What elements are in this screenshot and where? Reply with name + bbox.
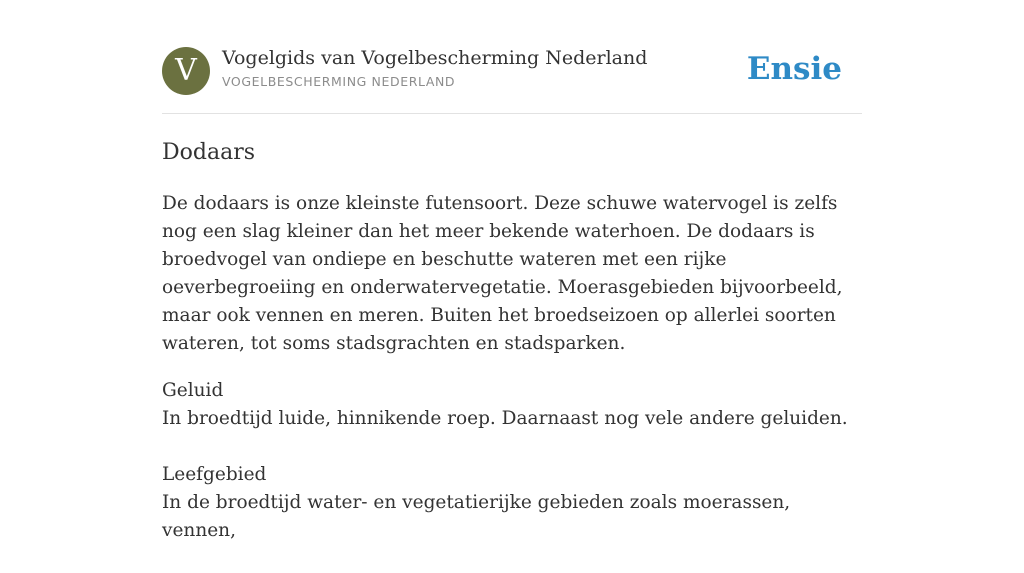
section-text: In broedtijd luide, hinnikende roep. Daarnaast nog vele andere geluiden. xyxy=(162,408,848,429)
section-heading: Leefgebied xyxy=(162,464,267,485)
section-geluid xyxy=(162,377,862,433)
guide-title[interactable]: Vogelgids van Vogelbescherming Nederland xyxy=(222,47,648,69)
section-text: In de broedtijd water- en vegetatierijke gebieden zoals moerassen, vennen, xyxy=(162,492,791,541)
section-heading: Geluid xyxy=(162,380,224,401)
article-body xyxy=(162,190,862,573)
publisher-avatar[interactable] xyxy=(162,47,210,95)
publisher-name[interactable]: VOGELBESCHERMING NEDERLAND xyxy=(222,74,456,89)
site-header xyxy=(162,0,862,114)
avatar-letter: V xyxy=(175,53,197,88)
page-container xyxy=(162,0,862,541)
article-intro: De dodaars is onze kleinste futensoort. Deze schuwe watervogel is zelfs nog een slag kleiner dan het meer bekende waterhoen. De dodaars is broedvogel van ondiepe en beschutte wateren met een rijke oeverbegroeiing en onderwatervegetatie. Moerasgebieden bijvoorbeeld, maar ook vennen en meren. Buiten het broedseizoen op allerlei soorten wateren, tot soms stadsgrachten en stadsparken. xyxy=(162,193,843,354)
ensie-logo[interactable]: Ensie xyxy=(746,51,842,87)
section-leefgebied xyxy=(162,461,862,545)
article-title: Dodaars xyxy=(162,140,256,165)
